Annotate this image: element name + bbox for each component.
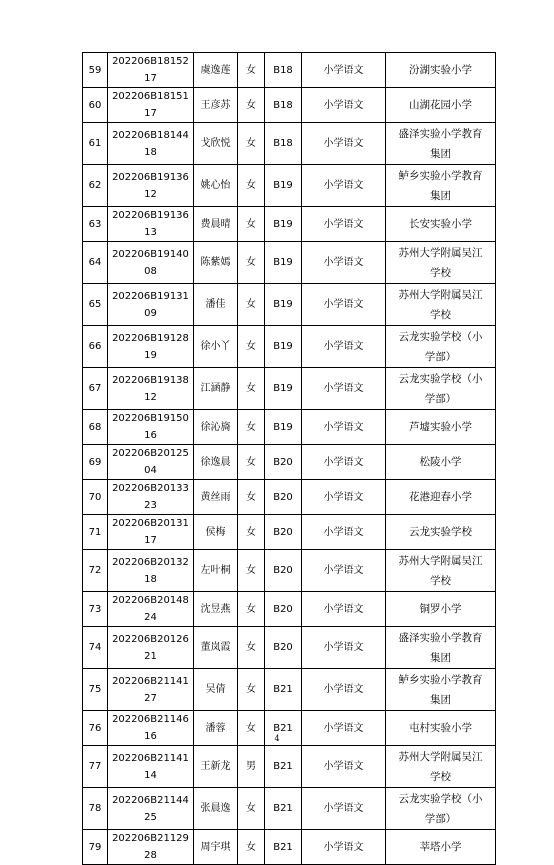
cell-subject: 小学语文 [302, 830, 386, 865]
cell-subject: 小学语文 [302, 53, 386, 88]
cell-subject: 小学语文 [302, 627, 386, 669]
cell-no: 76 [83, 711, 108, 746]
cell-id: 202206B2114425 [108, 788, 194, 830]
cell-name: 侯梅 [194, 515, 238, 550]
cell-no: 77 [83, 746, 108, 788]
cell-id: 202206B1913612 [108, 165, 194, 207]
table-row [83, 242, 496, 284]
results-table [82, 52, 496, 865]
cell-school: 屯村实验小学 [386, 711, 496, 746]
cell-subject: 小学语文 [302, 669, 386, 711]
cell-school: 云龙实验学校（小学部） [386, 326, 496, 368]
table-row [83, 165, 496, 207]
cell-gender: 女 [238, 480, 265, 515]
cell-id: 202206B2012621 [108, 627, 194, 669]
table-row [83, 550, 496, 592]
cell-no: 64 [83, 242, 108, 284]
table-row [83, 284, 496, 326]
cell-gender: 女 [238, 711, 265, 746]
cell-name: 徐小丫 [194, 326, 238, 368]
cell-name: 沈昱燕 [194, 592, 238, 627]
cell-group: B20 [265, 515, 302, 550]
cell-name: 陈紫嫣 [194, 242, 238, 284]
cell-gender: 女 [238, 515, 265, 550]
cell-gender: 男 [238, 746, 265, 788]
cell-group: B19 [265, 368, 302, 410]
cell-no: 79 [83, 830, 108, 865]
cell-no: 68 [83, 410, 108, 445]
cell-group: B20 [265, 550, 302, 592]
cell-subject: 小学语文 [302, 123, 386, 165]
table-row [83, 515, 496, 550]
cell-group: B20 [265, 445, 302, 480]
cell-school: 芦墟实验小学 [386, 410, 496, 445]
cell-subject: 小学语文 [302, 368, 386, 410]
cell-gender: 女 [238, 669, 265, 711]
cell-subject: 小学语文 [302, 242, 386, 284]
cell-group: B19 [265, 207, 302, 242]
cell-id: 202206B1912819 [108, 326, 194, 368]
cell-gender: 女 [238, 88, 265, 123]
cell-name: 徐逸晨 [194, 445, 238, 480]
cell-group: B21 [265, 830, 302, 865]
cell-no: 75 [83, 669, 108, 711]
cell-group: B19 [265, 326, 302, 368]
cell-school: 云龙实验学校（小学部） [386, 788, 496, 830]
cell-id: 202206B1913109 [108, 284, 194, 326]
cell-gender: 女 [238, 627, 265, 669]
cell-no: 63 [83, 207, 108, 242]
cell-name: 江涵静 [194, 368, 238, 410]
cell-gender: 女 [238, 445, 265, 480]
cell-no: 67 [83, 368, 108, 410]
cell-subject: 小学语文 [302, 326, 386, 368]
cell-gender: 女 [238, 326, 265, 368]
cell-subject: 小学语文 [302, 88, 386, 123]
cell-subject: 小学语文 [302, 550, 386, 592]
cell-id: 202206B2013117 [108, 515, 194, 550]
cell-no: 59 [83, 53, 108, 88]
cell-id: 202206B1815117 [108, 88, 194, 123]
cell-subject: 小学语文 [302, 515, 386, 550]
cell-subject: 小学语文 [302, 711, 386, 746]
cell-group: B20 [265, 480, 302, 515]
cell-id: 202206B2112928 [108, 830, 194, 865]
cell-group: B20 [265, 627, 302, 669]
cell-subject: 小学语文 [302, 592, 386, 627]
page-number: 4 [274, 734, 280, 743]
table-row [83, 669, 496, 711]
table-row [83, 830, 496, 865]
cell-name: 虞逸莲 [194, 53, 238, 88]
cell-no: 65 [83, 284, 108, 326]
table-row [83, 53, 496, 88]
cell-name: 吴倩 [194, 669, 238, 711]
cell-no: 78 [83, 788, 108, 830]
cell-school: 苏州大学附属吴江学校 [386, 550, 496, 592]
cell-name: 费晨晴 [194, 207, 238, 242]
cell-school: 苏州大学附属吴江学校 [386, 746, 496, 788]
cell-gender: 女 [238, 123, 265, 165]
cell-gender: 女 [238, 550, 265, 592]
cell-gender: 女 [238, 284, 265, 326]
table-row [83, 627, 496, 669]
cell-subject: 小学语文 [302, 165, 386, 207]
cell-id: 202206B1913812 [108, 368, 194, 410]
cell-group: B19 [265, 165, 302, 207]
cell-name: 王新龙 [194, 746, 238, 788]
cell-school: 汾湖实验小学 [386, 53, 496, 88]
cell-name: 黄丝雨 [194, 480, 238, 515]
cell-group: B21 [265, 669, 302, 711]
cell-school: 云龙实验学校 [386, 515, 496, 550]
cell-no: 66 [83, 326, 108, 368]
table-row [83, 788, 496, 830]
table-row [83, 480, 496, 515]
cell-no: 70 [83, 480, 108, 515]
cell-school: 云龙实验学校（小学部） [386, 368, 496, 410]
cell-school: 苏州大学附属吴江学校 [386, 242, 496, 284]
cell-gender: 女 [238, 368, 265, 410]
cell-school: 松陵小学 [386, 445, 496, 480]
cell-subject: 小学语文 [302, 746, 386, 788]
table-row [83, 88, 496, 123]
cell-school: 花港迎春小学 [386, 480, 496, 515]
cell-name: 周宇琪 [194, 830, 238, 865]
cell-id: 202206B2114114 [108, 746, 194, 788]
cell-subject: 小学语文 [302, 788, 386, 830]
cell-id: 202206B1913613 [108, 207, 194, 242]
cell-school: 长安实验小学 [386, 207, 496, 242]
cell-subject: 小学语文 [302, 284, 386, 326]
cell-name: 徐沁旖 [194, 410, 238, 445]
table-row [83, 326, 496, 368]
cell-no: 74 [83, 627, 108, 669]
cell-gender: 女 [238, 410, 265, 445]
cell-no: 72 [83, 550, 108, 592]
cell-gender: 女 [238, 53, 265, 88]
cell-group: B19 [265, 284, 302, 326]
cell-school: 盛泽实验小学教育集团 [386, 123, 496, 165]
cell-name: 左叶桐 [194, 550, 238, 592]
cell-group: B18 [265, 88, 302, 123]
cell-no: 61 [83, 123, 108, 165]
table-row [83, 123, 496, 165]
cell-gender: 女 [238, 165, 265, 207]
cell-school: 苏州大学附属吴江学校 [386, 284, 496, 326]
cell-no: 69 [83, 445, 108, 480]
cell-no: 60 [83, 88, 108, 123]
cell-id: 202206B1815217 [108, 53, 194, 88]
cell-name: 姚心怡 [194, 165, 238, 207]
cell-no: 73 [83, 592, 108, 627]
cell-group: B18 [265, 53, 302, 88]
cell-group: B20 [265, 592, 302, 627]
cell-id: 202206B2013218 [108, 550, 194, 592]
cell-subject: 小学语文 [302, 410, 386, 445]
cell-group: B21 [265, 788, 302, 830]
cell-id: 202206B2012504 [108, 445, 194, 480]
cell-id: 202206B1914008 [108, 242, 194, 284]
cell-gender: 女 [238, 592, 265, 627]
cell-id: 202206B2114127 [108, 669, 194, 711]
cell-name: 戈欣悦 [194, 123, 238, 165]
cell-subject: 小学语文 [302, 207, 386, 242]
cell-group: B19 [265, 410, 302, 445]
cell-gender: 女 [238, 242, 265, 284]
cell-name: 王彦苏 [194, 88, 238, 123]
cell-group: B18 [265, 123, 302, 165]
table-row [83, 368, 496, 410]
cell-school: 山湖花园小学 [386, 88, 496, 123]
cell-school: 莘塔小学 [386, 830, 496, 865]
cell-name: 潘蓉 [194, 711, 238, 746]
table-row [83, 746, 496, 788]
cell-no: 62 [83, 165, 108, 207]
cell-name: 潘佳 [194, 284, 238, 326]
table-row [83, 410, 496, 445]
cell-id: 202206B2014824 [108, 592, 194, 627]
cell-school: 铜罗小学 [386, 592, 496, 627]
table-row [83, 207, 496, 242]
cell-name: 张晨逸 [194, 788, 238, 830]
cell-school: 鲈乡实验小学教育集团 [386, 669, 496, 711]
cell-group: B21 [265, 711, 302, 746]
cell-id: 202206B2114616 [108, 711, 194, 746]
cell-gender: 女 [238, 207, 265, 242]
cell-id: 202206B1814418 [108, 123, 194, 165]
table-row [83, 445, 496, 480]
cell-id: 202206B1915016 [108, 410, 194, 445]
cell-subject: 小学语文 [302, 480, 386, 515]
cell-school: 盛泽实验小学教育集团 [386, 627, 496, 669]
cell-subject: 小学语文 [302, 445, 386, 480]
cell-school: 鲈乡实验小学教育集团 [386, 165, 496, 207]
cell-id: 202206B2013323 [108, 480, 194, 515]
cell-gender: 女 [238, 830, 265, 865]
cell-gender: 女 [238, 788, 265, 830]
cell-group: B19 [265, 242, 302, 284]
cell-group: B21 [265, 746, 302, 788]
cell-no: 71 [83, 515, 108, 550]
cell-name: 董岚霞 [194, 627, 238, 669]
table-row [83, 592, 496, 627]
